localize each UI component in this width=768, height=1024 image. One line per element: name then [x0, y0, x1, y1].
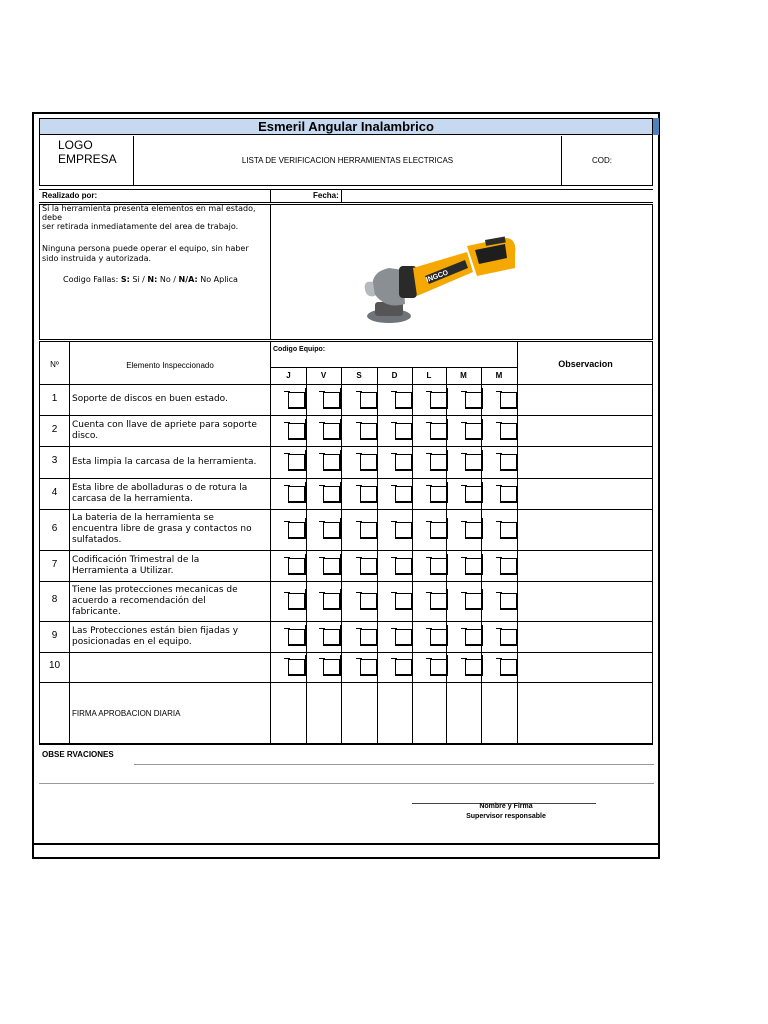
frame-bottom-line — [32, 843, 660, 845]
checkbox-m1[interactable] — [465, 392, 483, 409]
checkbox-l[interactable] — [430, 392, 448, 409]
checkbox-m1[interactable] — [465, 454, 483, 471]
checkbox-m2[interactable] — [500, 659, 518, 676]
row-description: sulfatados. — [72, 535, 122, 545]
row-description: Herramienta a Utilizar. — [72, 565, 174, 576]
checkbox-j[interactable] — [288, 423, 306, 440]
checkbox-s[interactable] — [360, 392, 378, 409]
checkbox-v[interactable] — [323, 558, 341, 575]
checkbox-l[interactable] — [430, 629, 448, 646]
checkbox-d[interactable] — [395, 593, 413, 610]
checkbox-s[interactable] — [360, 659, 378, 676]
checkbox-l[interactable] — [430, 454, 448, 471]
row-description: Esta libre de abolladuras o de rotura la — [72, 482, 248, 493]
row-number: 2 — [51, 423, 58, 435]
doc-title: LISTA DE VERIFICACION HERRAMIENTAS ELECTRICAS — [241, 156, 454, 165]
logo-line2: EMPRESA — [58, 152, 117, 166]
checkbox-l[interactable] — [430, 423, 448, 440]
instructions-line2: debe — [42, 213, 62, 222]
row-description: Codificación Trimestral de la — [72, 554, 200, 565]
day-header-j: J — [286, 371, 291, 380]
instructions-line5: sido instruida y autorizada. — [42, 254, 152, 263]
instructions-line3: ser retirada inmediatamente del area de trabajo. — [42, 222, 239, 231]
title-bar-right-accent — [653, 118, 659, 135]
observation-cell[interactable] — [518, 416, 652, 446]
day-header-s: S — [356, 371, 362, 380]
checkbox-m2[interactable] — [500, 423, 518, 440]
row-description: carcasa de la herramienta. — [72, 493, 193, 504]
checkbox-m2[interactable] — [500, 558, 518, 575]
checkbox-s[interactable] — [360, 423, 378, 440]
checkbox-v[interactable] — [323, 522, 341, 539]
observation-cell[interactable] — [518, 582, 652, 621]
checkbox-d[interactable] — [395, 629, 413, 646]
form-title: Esmeril Angular Inalambrico — [258, 119, 434, 134]
checkbox-l[interactable] — [430, 593, 448, 610]
fault-codes-legend: Codigo Fallas: S: Si / N: No / N/A: No Aplica — [63, 275, 238, 284]
observaciones-line-1 — [134, 764, 654, 765]
checkbox-m1[interactable] — [465, 593, 483, 610]
checkbox-m2[interactable] — [500, 629, 518, 646]
cod-label: COD: — [592, 156, 612, 165]
checkbox-d[interactable] — [395, 392, 413, 409]
checkbox-j[interactable] — [288, 558, 306, 575]
checkbox-d[interactable] — [395, 454, 413, 471]
checkbox-j[interactable] — [288, 522, 306, 539]
checkbox-v[interactable] — [323, 593, 341, 610]
day-header-l: L — [426, 371, 432, 380]
day-header-m2: M — [495, 371, 503, 380]
signature-name-label: Nombre y Firma — [479, 803, 533, 810]
day-header-m1: M — [460, 371, 467, 380]
observation-cell[interactable] — [518, 510, 652, 550]
codigo-equipo-label: Codigo Equipo: — [273, 346, 326, 353]
checkbox-v[interactable] — [323, 423, 341, 440]
logo-line1: LOGO — [58, 138, 93, 152]
checkbox-l[interactable] — [430, 558, 448, 575]
checkbox-v[interactable] — [323, 454, 341, 471]
checkbox-s[interactable] — [360, 522, 378, 539]
checkbox-v[interactable] — [323, 392, 341, 409]
checkbox-j[interactable] — [288, 659, 306, 676]
checkbox-m1[interactable] — [465, 423, 483, 440]
checkbox-m2[interactable] — [500, 454, 518, 471]
row-description: Esta limpia la carcasa de la herramienta. — [72, 456, 257, 467]
checkbox-m1[interactable] — [465, 522, 483, 539]
row-description: fabricante. — [72, 606, 121, 617]
checkbox-d[interactable] — [395, 522, 413, 539]
checkbox-d[interactable] — [395, 659, 413, 676]
checkbox-s[interactable] — [360, 454, 378, 471]
checkbox-s[interactable] — [360, 593, 378, 610]
checkbox-m2[interactable] — [500, 392, 518, 409]
day-header-d: D — [391, 371, 398, 380]
row-description: posicionadas en el equipo. — [72, 636, 192, 647]
frame-bottom-line-2 — [32, 857, 660, 859]
row-number: 9 — [51, 629, 58, 641]
row-number: 1 — [51, 392, 58, 404]
observation-cell[interactable] — [518, 622, 652, 652]
checkbox-j[interactable] — [288, 454, 306, 471]
observaciones-label: OBSE RVACIONES — [42, 750, 114, 759]
firma-label: FIRMA APROBACION DIARIA — [72, 709, 181, 718]
fecha-label: Fecha: — [313, 191, 339, 200]
checkbox-l[interactable] — [430, 486, 448, 503]
row-description: Tiene las protecciones mecanicas de — [72, 584, 238, 595]
observaciones-line-2 — [39, 783, 654, 784]
brand-label: INGCO — [425, 269, 450, 284]
checkbox-j[interactable] — [288, 392, 306, 409]
checkbox-m1[interactable] — [465, 486, 483, 503]
num-header: Nº — [50, 360, 59, 369]
row-description: disco. — [72, 430, 99, 441]
observation-cell[interactable] — [518, 385, 652, 415]
checkbox-l[interactable] — [430, 522, 448, 539]
row-number: 8 — [51, 594, 58, 605]
checkbox-j[interactable] — [288, 629, 306, 646]
element-header: Elemento Inspeccionado — [126, 361, 214, 370]
checkbox-j[interactable] — [288, 593, 306, 610]
checkbox-m2[interactable] — [500, 593, 518, 610]
observation-cell[interactable] — [518, 551, 652, 581]
realizado-label: Realizado por: — [42, 191, 98, 200]
checkbox-v[interactable] — [323, 629, 341, 646]
row-number: 6 — [51, 522, 58, 534]
checkbox-d[interactable] — [395, 486, 413, 503]
row-description: acuerdo a recomendación del — [72, 595, 206, 606]
checkbox-l[interactable] — [430, 659, 448, 676]
instructions-line4: Ninguna persona puede operar el equipo, sin haber — [42, 244, 249, 253]
checkbox-m1[interactable] — [465, 659, 483, 676]
row-description: Soporte de discos en buen estado. — [72, 394, 228, 404]
checkbox-s[interactable] — [360, 629, 378, 646]
row-description: La bateria de la herramienta se — [72, 513, 214, 523]
observation-cell[interactable] — [518, 653, 652, 682]
checkbox-v[interactable] — [323, 659, 341, 676]
row-number: 7 — [51, 558, 58, 570]
row-number: 10 — [48, 660, 61, 671]
checkbox-j[interactable] — [288, 486, 306, 503]
checkbox-m2[interactable] — [500, 486, 518, 503]
observation-cell[interactable] — [518, 479, 652, 509]
instructions-line1: Si la herramienta presenta elementos en mal estado, — [42, 204, 256, 213]
checkbox-m2[interactable] — [500, 522, 518, 539]
checkbox-m1[interactable] — [465, 629, 483, 646]
observacion-header: Observacion — [558, 359, 613, 369]
row-number: 3 — [51, 455, 58, 466]
checkbox-m1[interactable] — [465, 558, 483, 575]
checkbox-s[interactable] — [360, 558, 378, 575]
checkbox-d[interactable] — [395, 558, 413, 575]
checkbox-v[interactable] — [323, 486, 341, 503]
checkbox-d[interactable] — [395, 423, 413, 440]
row-description: Cuenta con llave de apriete para soporte — [72, 419, 257, 430]
row-description: Las Protecciones están bien fijadas y — [72, 625, 239, 636]
checkbox-s[interactable] — [360, 486, 378, 503]
day-header-v: V — [320, 371, 327, 380]
angle-grinder-image — [355, 232, 525, 332]
observation-cell[interactable] — [518, 447, 652, 478]
row-description: encuentra libre de grasa y contactos no — [72, 524, 252, 534]
signature-role-label: Supervisor responsable — [466, 813, 546, 820]
row-number: 4 — [51, 486, 58, 498]
